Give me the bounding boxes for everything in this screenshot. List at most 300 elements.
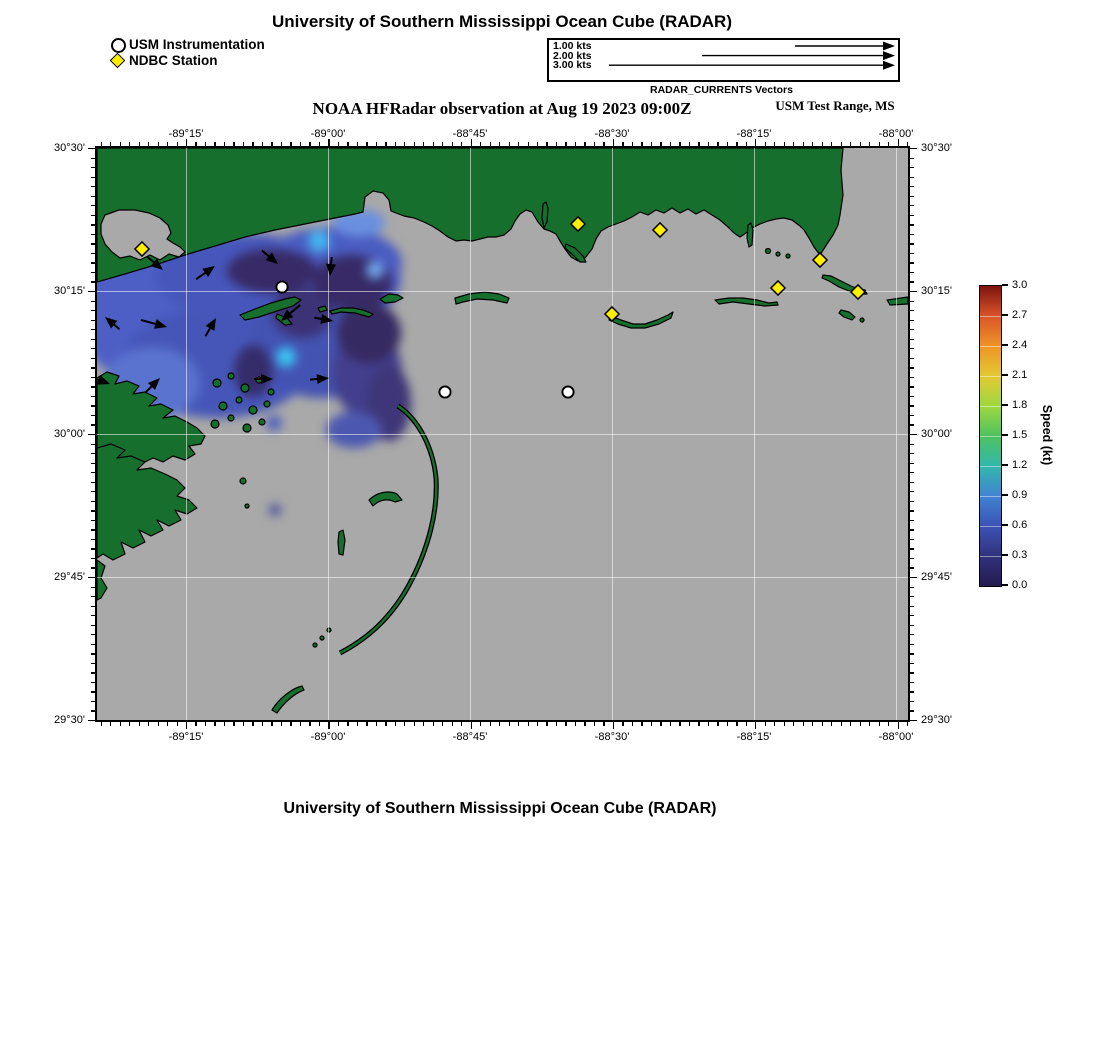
colorbar-tick-label: 3.0 [1012, 278, 1028, 291]
lon-minor-tick [300, 722, 301, 726]
lon-minor-tick [698, 722, 699, 726]
lon-minor-tick [746, 142, 747, 146]
lat-minor-tick [910, 548, 914, 549]
lon-minor-tick [129, 722, 130, 726]
lat-minor-tick [910, 491, 914, 492]
lat-minor-tick [91, 453, 95, 454]
colorbar-tick-label: 2.4 [1012, 338, 1028, 351]
lon-minor-tick [803, 142, 804, 146]
lon-minor-tick [670, 722, 671, 726]
lon-tick-label: -88°00' [878, 128, 914, 140]
ndbc-diamond-icon [110, 53, 126, 69]
lon-minor-tick [641, 722, 642, 726]
lat-minor-tick [91, 644, 95, 645]
current-vector-arrow [313, 312, 333, 325]
lat-minor-tick [91, 281, 95, 282]
lat-minor-tick [91, 329, 95, 330]
colorbar-tick [1002, 314, 1008, 315]
lon-minor-tick [357, 722, 358, 726]
lon-minor-tick [509, 142, 510, 146]
lon-minor-tick [907, 142, 908, 146]
lon-minor-tick [233, 722, 234, 726]
lon-minor-tick [442, 722, 443, 726]
lon-minor-tick [537, 142, 538, 146]
lat-minor-tick [91, 567, 95, 568]
lon-tick-label: -88°00' [878, 731, 914, 743]
lon-minor-tick [262, 722, 263, 726]
lon-minor-tick [613, 722, 614, 729]
legend-usm-label: USM Instrumentation [129, 37, 265, 52]
lon-minor-tick [224, 722, 225, 726]
current-vector-arrow [141, 374, 163, 396]
lon-minor-tick [888, 722, 889, 726]
lon-minor-tick [727, 142, 728, 146]
lon-minor-tick [869, 722, 870, 726]
lon-minor-tick [423, 142, 424, 146]
colorbar-tick-label: 1.8 [1012, 398, 1028, 411]
lat-minor-tick [910, 510, 914, 511]
lon-minor-tick [879, 722, 880, 726]
lon-minor-tick [423, 722, 424, 726]
lat-minor-tick [910, 606, 914, 607]
speed-colorbar [979, 285, 1002, 587]
lat-minor-tick [91, 367, 95, 368]
lat-minor-tick [910, 186, 914, 187]
lon-tick-label: -89°00' [310, 731, 346, 743]
lon-minor-tick [148, 142, 149, 146]
lon-minor-tick [120, 722, 121, 726]
lon-minor-tick [556, 142, 557, 146]
lon-minor-tick [376, 142, 377, 146]
lon-minor-tick [300, 142, 301, 146]
lon-minor-tick [442, 142, 443, 146]
lon-minor-tick [860, 142, 861, 146]
lat-minor-tick [91, 672, 95, 673]
lat-minor-tick [910, 653, 914, 654]
lon-minor-tick [765, 722, 766, 726]
lon-minor-tick [632, 722, 633, 726]
lon-tick-label: -88°30' [594, 128, 630, 140]
lat-tick-label: 30°00' [54, 428, 85, 440]
colorbar-tick [1002, 374, 1008, 375]
lon-minor-tick [860, 722, 861, 726]
lon-minor-tick [546, 722, 547, 726]
current-vector-arrow [201, 315, 220, 338]
lat-minor-tick [88, 148, 95, 149]
lon-minor-tick [452, 142, 453, 146]
lon-minor-tick [177, 722, 178, 726]
usm-station-marker [439, 386, 450, 397]
colorbar-gridline [980, 526, 1001, 527]
lon-minor-tick [110, 142, 111, 146]
lat-minor-tick [91, 539, 95, 540]
lon-minor-tick [243, 722, 244, 726]
lon-minor-tick [575, 722, 576, 726]
lon-minor-tick [309, 142, 310, 146]
lon-minor-tick [651, 722, 652, 726]
ndbc-station-marker [851, 285, 865, 299]
colorbar-gridline [980, 376, 1001, 377]
lat-minor-tick [91, 386, 95, 387]
lat-minor-tick [910, 567, 914, 568]
lon-minor-tick [281, 142, 282, 146]
lat-minor-tick [91, 205, 95, 206]
lon-minor-tick [708, 142, 709, 146]
lon-minor-tick [499, 142, 500, 146]
lat-minor-tick [910, 196, 914, 197]
lat-minor-tick [910, 463, 914, 464]
colorbar-gridline [980, 466, 1001, 467]
lat-minor-tick [91, 482, 95, 483]
scale-entry-label: 1.00 kts [553, 40, 592, 52]
lat-minor-tick [910, 167, 914, 168]
lon-minor-tick [262, 142, 263, 146]
lon-minor-tick [385, 142, 386, 146]
lat-minor-tick [910, 701, 914, 702]
usm-circle-icon [111, 38, 126, 53]
vector-scale-box [547, 38, 900, 82]
lon-minor-tick [765, 142, 766, 146]
lon-minor-tick [357, 142, 358, 146]
lat-minor-tick [91, 444, 95, 445]
lat-minor-tick [91, 625, 95, 626]
lon-minor-tick [841, 142, 842, 146]
lon-minor-tick [347, 142, 348, 146]
lon-minor-tick [499, 722, 500, 726]
lon-tick-label: -89°15' [168, 128, 204, 140]
lat-minor-tick [910, 301, 914, 302]
lat-minor-tick [91, 520, 95, 521]
lon-minor-tick [784, 142, 785, 146]
colorbar-tick-label: 0.0 [1012, 578, 1028, 591]
lat-minor-tick [91, 424, 95, 425]
lat-minor-tick [910, 224, 914, 225]
colorbar-gridline [980, 436, 1001, 437]
vectors-and-stations-layer [97, 148, 908, 720]
lat-minor-tick [91, 186, 95, 187]
lat-minor-tick [910, 405, 914, 406]
lat-minor-tick [91, 224, 95, 225]
lon-minor-tick [433, 142, 434, 146]
lon-minor-tick [461, 142, 462, 146]
current-vector-arrow [325, 256, 337, 276]
colorbar-tick-label: 1.2 [1012, 458, 1028, 471]
lon-minor-tick [850, 722, 851, 726]
lon-minor-tick [784, 722, 785, 726]
lon-minor-tick [328, 722, 329, 729]
lat-minor-tick [91, 548, 95, 549]
colorbar-gridline [980, 406, 1001, 407]
lat-minor-tick [91, 262, 95, 263]
lon-minor-tick [831, 722, 832, 726]
lat-minor-tick [910, 453, 914, 454]
lat-minor-tick [910, 177, 914, 178]
lon-minor-tick [252, 142, 253, 146]
lon-minor-tick [101, 722, 102, 726]
lon-tick-label: -89°15' [168, 731, 204, 743]
lon-minor-tick [698, 142, 699, 146]
lon-minor-tick [736, 142, 737, 146]
lat-minor-tick [91, 158, 95, 159]
lat-minor-tick [91, 634, 95, 635]
lon-minor-tick [774, 722, 775, 726]
lat-minor-tick [91, 339, 95, 340]
lon-minor-tick [556, 722, 557, 726]
lon-minor-tick [309, 722, 310, 726]
lon-minor-tick [366, 722, 367, 726]
lat-minor-tick [91, 472, 95, 473]
lat-minor-tick [91, 320, 95, 321]
lat-tick-label: 30°15' [54, 285, 85, 297]
lon-minor-tick [338, 142, 339, 146]
lon-minor-tick [565, 142, 566, 146]
lon-minor-tick [850, 142, 851, 146]
lat-minor-tick [910, 529, 914, 530]
lon-minor-tick [518, 722, 519, 726]
lon-minor-tick [594, 722, 595, 726]
colorbar-tick-label: 0.9 [1012, 488, 1028, 501]
lon-minor-tick [670, 142, 671, 146]
lon-minor-tick [736, 722, 737, 726]
lat-minor-tick [910, 577, 917, 578]
lon-minor-tick [214, 142, 215, 146]
lon-minor-tick [793, 722, 794, 726]
lon-minor-tick [774, 142, 775, 146]
lon-minor-tick [717, 142, 718, 146]
lon-minor-tick [148, 722, 149, 726]
lat-minor-tick [91, 710, 95, 711]
lon-minor-tick [366, 142, 367, 146]
lon-minor-tick [594, 142, 595, 146]
ndbc-station-marker [653, 223, 667, 237]
lat-minor-tick [910, 720, 917, 721]
lat-minor-tick [91, 405, 95, 406]
scale-entry-label: 3.00 kts [553, 59, 592, 72]
lon-minor-tick [603, 722, 604, 726]
lon-tick-label: -88°45' [452, 731, 488, 743]
lon-minor-tick [385, 722, 386, 726]
lon-minor-tick [404, 722, 405, 726]
lat-minor-tick [91, 596, 95, 597]
lon-minor-tick [679, 142, 680, 146]
lon-minor-tick [812, 722, 813, 726]
lat-minor-tick [91, 301, 95, 302]
lat-minor-tick [910, 243, 914, 244]
vector-scale-caption: RADAR_CURRENTS Vectors [650, 84, 793, 96]
ndbc-station-marker [605, 307, 619, 321]
colorbar-tick-label: 0.3 [1012, 548, 1028, 561]
lon-minor-tick [584, 722, 585, 726]
lat-minor-tick [91, 558, 95, 559]
lon-tick-label: -89°00' [310, 128, 346, 140]
lat-minor-tick [88, 291, 95, 292]
lat-minor-tick [910, 386, 914, 387]
lon-minor-tick [395, 722, 396, 726]
lat-minor-tick [91, 243, 95, 244]
lat-tick-label: 29°30' [921, 714, 952, 726]
lon-minor-tick [660, 722, 661, 726]
lat-minor-tick [910, 158, 914, 159]
lat-tick-label: 29°30' [54, 714, 85, 726]
lon-minor-tick [319, 722, 320, 726]
lon-minor-tick [603, 142, 604, 146]
lon-minor-tick [129, 142, 130, 146]
lat-minor-tick [91, 215, 95, 216]
lat-minor-tick [91, 348, 95, 349]
lat-minor-tick [91, 510, 95, 511]
lat-minor-tick [91, 529, 95, 530]
lon-minor-tick [167, 142, 168, 146]
region-label: USM Test Range, MS [775, 98, 895, 113]
colorbar-tick [1002, 524, 1008, 525]
lon-minor-tick [509, 722, 510, 726]
lon-minor-tick [641, 142, 642, 146]
lon-minor-tick [110, 722, 111, 726]
lat-minor-tick [91, 691, 95, 692]
lat-minor-tick [910, 348, 914, 349]
lat-minor-tick [910, 339, 914, 340]
current-vector-arrow [258, 246, 281, 267]
footer-title: University of Southern Mississippi Ocean Cube (RADAR) [283, 800, 717, 817]
lon-minor-tick [338, 722, 339, 726]
lat-minor-tick [910, 539, 914, 540]
lat-minor-tick [88, 434, 95, 435]
lon-tick-label: -88°15' [736, 128, 772, 140]
lat-tick-label: 30°30' [54, 142, 85, 154]
colorbar-tick-label: 2.1 [1012, 368, 1028, 381]
lon-minor-tick [528, 142, 529, 146]
vector-scale-arrows [549, 40, 898, 80]
lon-minor-tick [660, 142, 661, 146]
lon-minor-tick [376, 722, 377, 726]
lat-minor-tick [910, 434, 917, 435]
map-canvas [95, 146, 910, 722]
lon-minor-tick [195, 142, 196, 146]
lon-minor-tick [395, 142, 396, 146]
colorbar-tick [1002, 494, 1008, 495]
lon-minor-tick [101, 142, 102, 146]
lon-minor-tick [822, 142, 823, 146]
lat-minor-tick [910, 501, 914, 502]
lat-minor-tick [91, 358, 95, 359]
lon-minor-tick [490, 722, 491, 726]
lon-minor-tick [907, 722, 908, 726]
ndbc-station-marker [813, 253, 827, 267]
lat-minor-tick [91, 682, 95, 683]
lon-minor-tick [233, 142, 234, 146]
lat-minor-tick [910, 281, 914, 282]
lat-minor-tick [910, 710, 914, 711]
colorbar-tick-label: 2.7 [1012, 308, 1028, 321]
colorbar-tick [1002, 344, 1008, 345]
lat-minor-tick [91, 587, 95, 588]
lat-minor-tick [910, 558, 914, 559]
lon-minor-tick [452, 722, 453, 726]
lat-minor-tick [910, 367, 914, 368]
lon-minor-tick [869, 142, 870, 146]
lat-minor-tick [910, 377, 914, 378]
lat-minor-tick [910, 587, 914, 588]
lon-minor-tick [575, 142, 576, 146]
lat-minor-tick [91, 663, 95, 664]
lon-minor-tick [546, 142, 547, 146]
lon-minor-tick [584, 142, 585, 146]
lat-minor-tick [91, 272, 95, 273]
lat-minor-tick [910, 672, 914, 673]
lat-minor-tick [91, 491, 95, 492]
lon-minor-tick [717, 722, 718, 726]
lon-minor-tick [679, 722, 680, 726]
lat-minor-tick [910, 644, 914, 645]
lat-minor-tick [910, 520, 914, 521]
lat-minor-tick [88, 577, 95, 578]
lat-minor-tick [910, 329, 914, 330]
lat-minor-tick [91, 501, 95, 502]
lon-minor-tick [518, 142, 519, 146]
page-title: University of Southern Mississippi Ocean Cube (RADAR) [271, 12, 732, 31]
ndbc-station-marker [135, 242, 149, 256]
ndbc-station-marker [571, 217, 585, 231]
lon-tick-label: -88°30' [594, 731, 630, 743]
lon-minor-tick [879, 142, 880, 146]
colorbar-tick [1002, 554, 1008, 555]
lon-minor-tick [186, 722, 187, 729]
lon-minor-tick [841, 722, 842, 726]
lon-minor-tick [243, 142, 244, 146]
lat-minor-tick [910, 682, 914, 683]
lon-minor-tick [793, 142, 794, 146]
lon-minor-tick [139, 722, 140, 726]
colorbar-tick [1002, 584, 1008, 585]
lon-minor-tick [290, 722, 291, 726]
current-vector-arrow [277, 301, 303, 325]
colorbar-gridline [980, 316, 1001, 317]
lon-minor-tick [471, 722, 472, 729]
lon-minor-tick [727, 722, 728, 726]
lat-minor-tick [91, 396, 95, 397]
lon-minor-tick [651, 142, 652, 146]
lon-tick-label: -88°15' [736, 731, 772, 743]
lat-minor-tick [91, 310, 95, 311]
lon-minor-tick [414, 722, 415, 726]
usm-station-marker [562, 386, 573, 397]
lat-minor-tick [910, 615, 914, 616]
lat-minor-tick [91, 253, 95, 254]
lon-minor-tick [689, 142, 690, 146]
current-vector-arrow [193, 261, 218, 282]
lon-minor-tick [708, 722, 709, 726]
lat-minor-tick [910, 415, 914, 416]
lon-minor-tick [490, 142, 491, 146]
lon-minor-tick [622, 142, 623, 146]
lat-minor-tick [91, 606, 95, 607]
lon-minor-tick [537, 722, 538, 726]
current-vector-arrow [143, 252, 166, 273]
lon-minor-tick [281, 722, 282, 726]
colorbar-tick-label: 0.6 [1012, 518, 1028, 531]
lon-minor-tick [404, 142, 405, 146]
lon-minor-tick [290, 142, 291, 146]
current-vector-arrow [97, 369, 112, 388]
lat-tick-label: 30°30' [921, 142, 952, 154]
ndbc-station-marker [771, 281, 785, 295]
lon-minor-tick [888, 142, 889, 146]
lat-minor-tick [91, 463, 95, 464]
lon-minor-tick [812, 142, 813, 146]
lon-minor-tick [755, 722, 756, 729]
lon-minor-tick [319, 142, 320, 146]
lat-tick-label: 30°00' [921, 428, 952, 440]
